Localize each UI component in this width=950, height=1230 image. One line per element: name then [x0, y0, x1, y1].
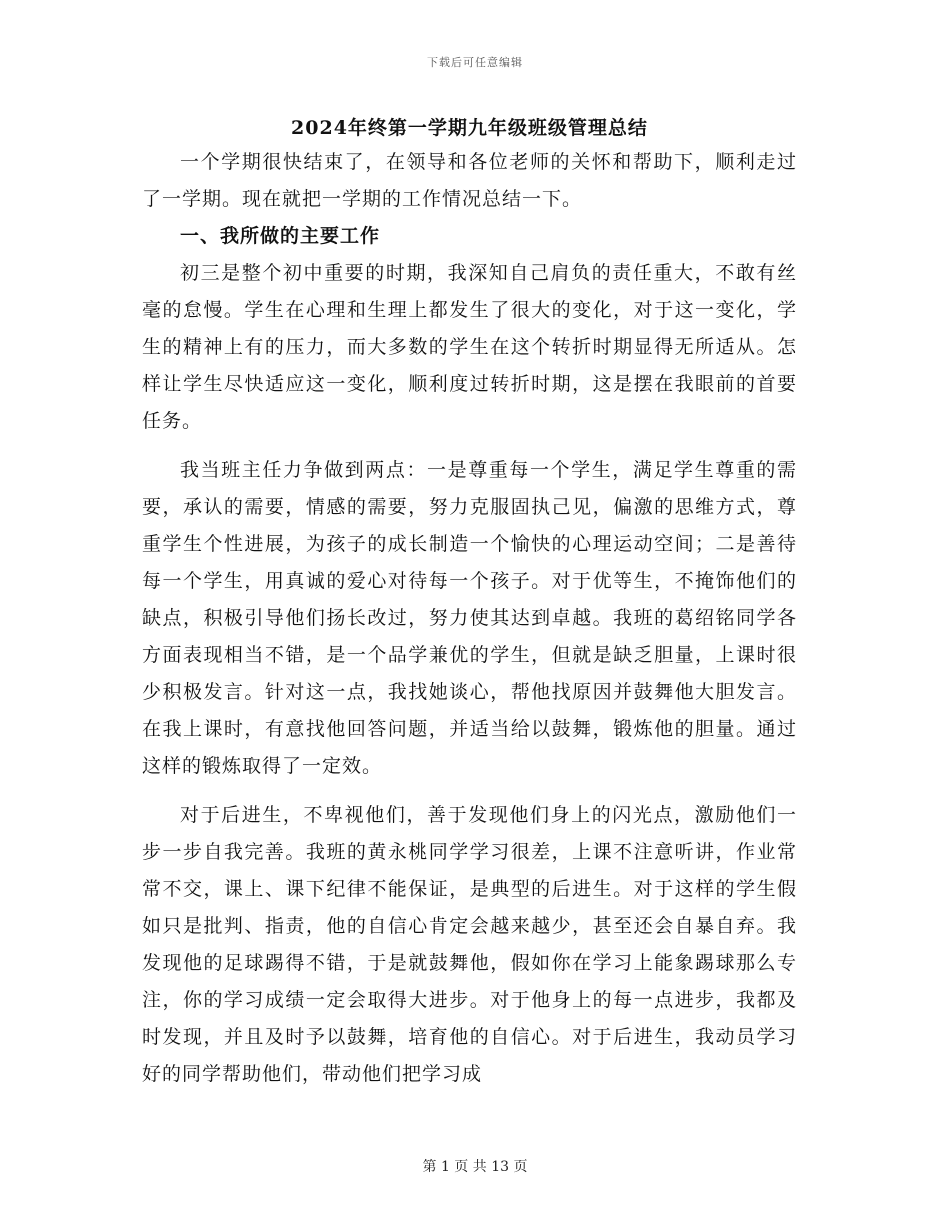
body-paragraph-2: 我当班主任力争做到两点：一是尊重每一个学生，满足学生尊重的需要，承认的需要，情感的需要，努力克服固执己见，偏激的思维方式，尊重学生个性进展，为孩子的成长制造一个愉快的心理运动空间；二是善待每一个学生，用真诚的爱心对待每一个孩子。对于优等生，不掩饰他们的缺点，积极引导他们扬长改过，努力使其达到卓越。我班的葛绍铭同学各方面表现相当不错，是一个品学兼优的学生，但就是缺乏胆量，上课时很少积极发言。针对这一点，我找她谈心，帮他找原因并鼓舞他大胆发言。在我上课时，有意找他回答问题，并适当给以鼓舞，锻炼他的胆量。通过这样的锻炼取得了一定效。	[142, 459, 797, 777]
body-paragraph-3: 对于后进生，不卑视他们，善于发现他们身上的闪光点，激励他们一步一步自我完善。我班的黄永桃同学学习很差，上课不注意听讲，作业常常不交，课上、课下纪律不能保证，是典型的后进生。对于这样的学生假如只是批判、指责，他的自信心肯定会越来越少，甚至还会自暴自弃。我发现他的足球踢得不错，于是就鼓舞他，假如你在学习上能象踢球那么专注，你的学习成绩一定会取得大进步。对于他身上的每一点进步，我都及时发现，并且及时予以鼓舞，培育他的自信心。对于后进生，我动员学习好的同学帮助他们，带动他们把学习成	[142, 804, 797, 1085]
section-heading: 一、我所做的主要工作	[180, 225, 381, 247]
page-number: 第 1 页 共 13 页	[422, 1159, 528, 1175]
header-note: 下载后可任意编辑	[427, 56, 523, 69]
body-paragraph-1: 初三是整个初中重要的时期，我深知自己肩负的责任重大，不敢有丝毫的怠慢。学生在心理和生理上都发生了很大的变化，对于这一变化，学生的精神上有的压力，而大多数的学生在这个转折时期显得无所适从。怎样让学生尽快适应这一变化，顺利度过转折时期，这是摆在我眼前的首要任务。	[142, 262, 797, 432]
intro-paragraph: 一个学期很快结束了，在领导和各位老师的关怀和帮助下，顺利走过了一学期。现在就把一学期的工作情况总结一下。	[142, 151, 797, 210]
document-title: 2024年终第一学期九年级班级管理总结	[291, 117, 648, 139]
document-body	[142, 112, 797, 1093]
